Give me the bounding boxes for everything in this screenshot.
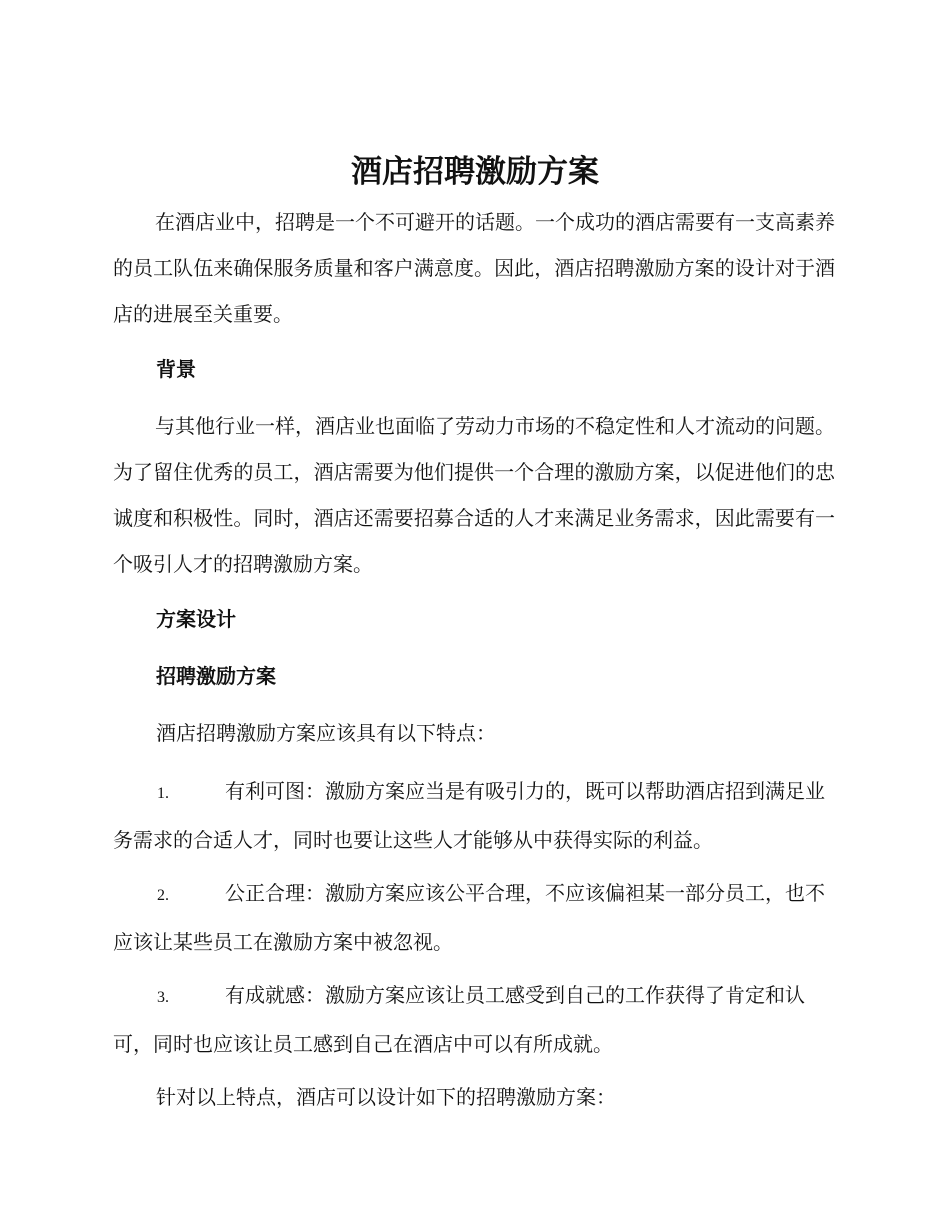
list-item-text: 有利可图：激励方案应当是有吸引力的，既可以帮助酒店招到满足业务需求的合适人才，同时也要让这些人才能够从中获得实际的利益。 — [113, 779, 825, 852]
list-item-number: 1. — [157, 785, 169, 802]
list-item-text: 有成就感：激励方案应该让员工感受到自己的工作获得了肯定和认可，同时也应该让员工感到自己在酒店中可以有所成就。 — [113, 983, 805, 1056]
subheading-recruitment-incentive: 招聘激励方案 — [156, 664, 276, 688]
list-item-number: 3. — [157, 989, 169, 1006]
section-heading-design: 方案设计 — [156, 607, 236, 631]
list-item-number: 2. — [157, 887, 169, 904]
list-item-text: 公正合理：激励方案应该公平合理，不应该偏袒某一部分员工，也不应该让某些员工在激励方案中被忽视。 — [113, 881, 825, 954]
closing-text: 针对以上特点，酒店可以设计如下的招聘激励方案： — [156, 1085, 616, 1109]
list-item — [113, 972, 835, 1067]
intro-paragraph: 在酒店业中，招聘是一个不可避开的话题。一个成功的酒店需要有一支高素养的员工队伍来确保服务质量和客户满意度。因此，酒店招聘激励方案的设计对于酒店的进展至关重要。 — [113, 210, 835, 326]
background-paragraph: 与其他行业一样，酒店业也面临了劳动力市场的不稳定性和人才流动的问题。为了留住优秀的员工，酒店需要为他们提供一个合理的激励方案，以促进他们的忠诚度和积极性。同时，酒店还需要招募合适的人才来满足业务需求，因此需要有一个吸引人才的招聘激励方案。 — [113, 414, 835, 576]
section-heading-background: 背景 — [156, 357, 196, 381]
list-item — [113, 870, 835, 965]
list-item — [113, 768, 835, 863]
document-title: 酒店招聘激励方案 — [351, 154, 599, 190]
features-lead-text: 酒店招聘激励方案应该具有以下特点： — [156, 721, 496, 745]
